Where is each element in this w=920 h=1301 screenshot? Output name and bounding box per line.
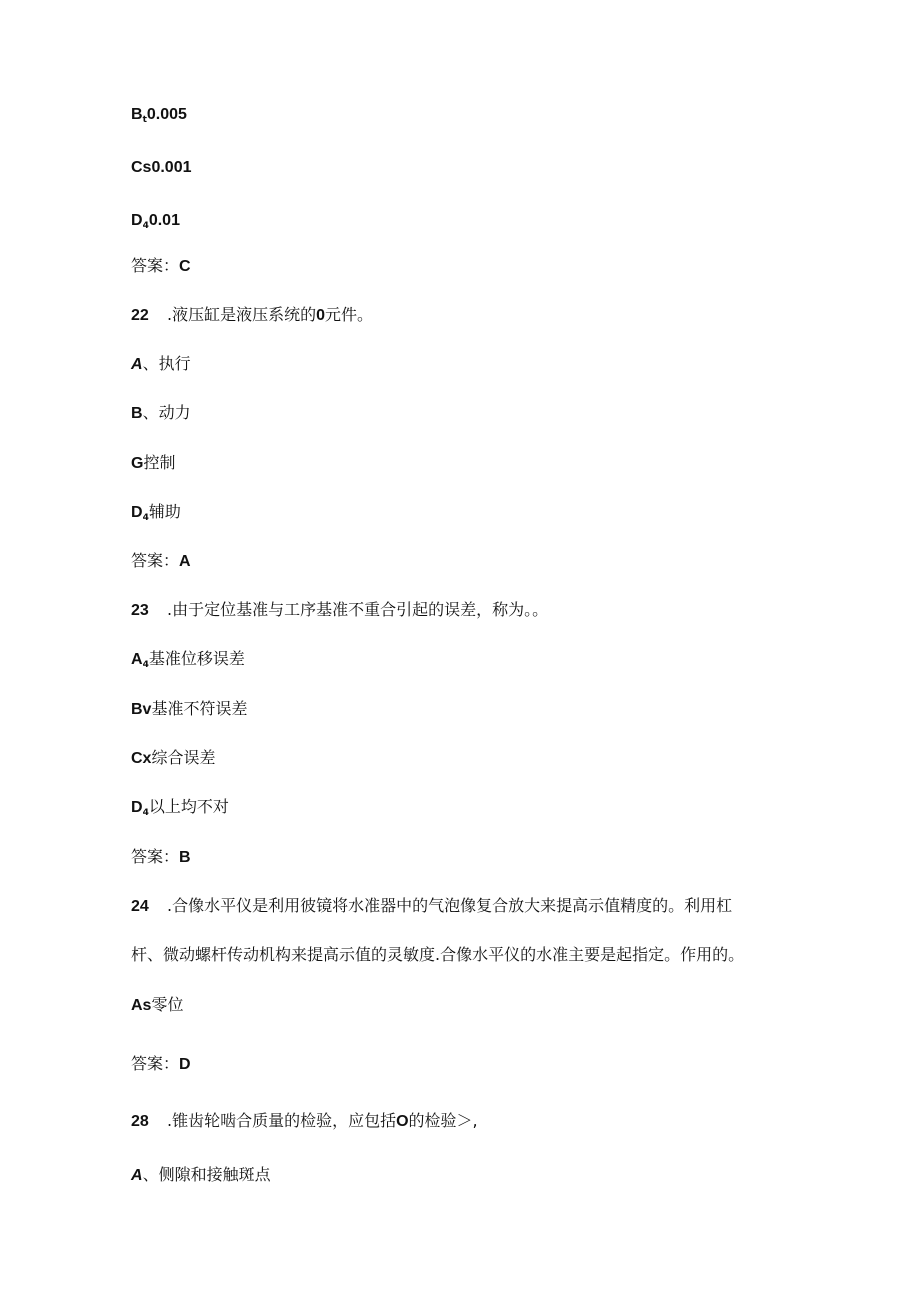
- answer-24: 答案：D: [131, 1054, 191, 1073]
- option-b: Bv基准不符误差: [131, 699, 248, 718]
- question-24-line-1: 24 .合像水平仪是利用彼镜将水准器中的气泡像复合放大来提高示值精度的。利用杠: [131, 896, 733, 915]
- answer-22: 答案：A: [131, 551, 191, 570]
- question-24-line-2: 杆、微动螺杆传动机构来提高示值的灵敏度.合像水平仪的水准主要是起指定。作用的。: [131, 945, 745, 964]
- option-b: $B_t0.005$: [131, 106, 187, 125]
- option-a: A、执行: [131, 354, 191, 373]
- question-28: 28 .锥齿轮啮合质量的检验，应包括O的检验＞,: [131, 1111, 478, 1130]
- option-c: G控制: [131, 453, 176, 472]
- option-d: $D_40.01$: [131, 212, 180, 231]
- option-a: $A_4$基准位移误差: [131, 649, 245, 670]
- option-a: A、侧隙和接触斑点: [131, 1165, 271, 1184]
- question-23: 23 .由于定位基准与工序基准不重合引起的误差，称为。。: [131, 600, 549, 619]
- option-c: Cs0.001: [131, 159, 192, 176]
- option-d: $D_4$以上均不对: [131, 797, 229, 818]
- option-b: B、动力: [131, 403, 191, 422]
- answer-21: 答案：C: [131, 256, 191, 275]
- option-a: As零位: [131, 995, 184, 1014]
- option-c: Cx综合误差: [131, 748, 216, 767]
- option-d: $D_4$辅助: [131, 502, 181, 523]
- answer-23: 答案：B: [131, 847, 191, 866]
- question-22: 22 .液压缸是液压系统的0元件。: [131, 305, 374, 324]
